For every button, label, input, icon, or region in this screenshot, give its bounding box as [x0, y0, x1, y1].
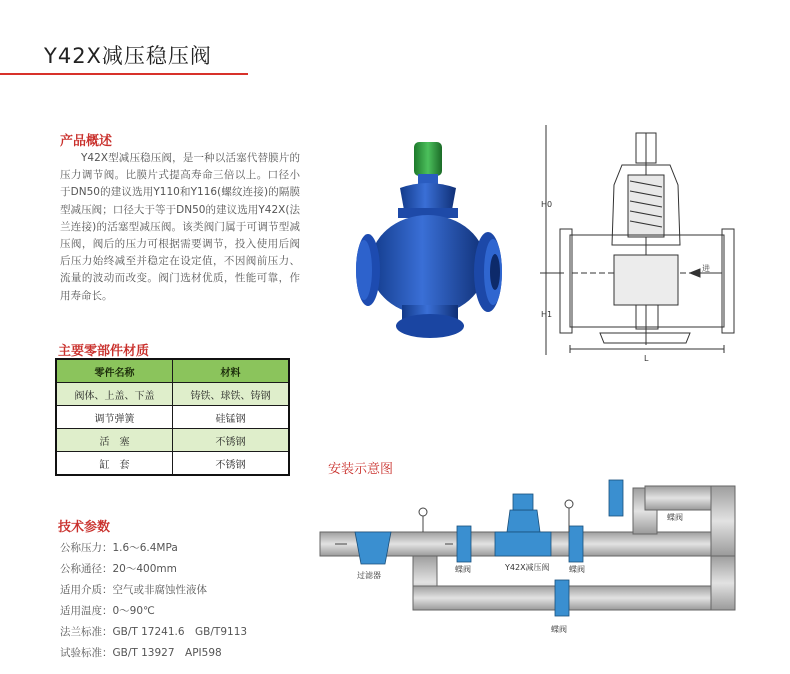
table-header-row	[56, 359, 289, 383]
dim-l-label: L	[644, 354, 649, 363]
filter-label: 过滤器	[357, 571, 381, 580]
table-row	[56, 452, 289, 476]
spec-item: 适用介质：空气或非腐蚀性液体	[60, 584, 207, 596]
specs-list	[60, 538, 247, 664]
page-title: Y42X减压稳压阀	[44, 44, 212, 68]
table-row	[56, 429, 289, 452]
valve-4-label: 蝶阀	[667, 513, 683, 522]
spec-item: 试验标准：GB/T 13927 API598	[60, 647, 222, 659]
spec-item: 公称压力：1.6～6.4MPa	[60, 542, 178, 554]
parts-heading: 主要零部件材质	[58, 344, 150, 359]
spec-item: 适用温度：0～90℃	[60, 605, 155, 617]
specs-heading: 技术参数	[58, 520, 111, 535]
table-header-cell: 材料	[173, 359, 290, 383]
valve-section-drawing	[540, 125, 760, 365]
overview-text: Y42X型减压稳压阀，是一种以活塞代替膜片的压力调节阀。比膜片式提高寿命三倍以上。口径小于DN50的建议选用Y110和Y116(螺纹连接)的隔膜型减压阀；口径大于等于DN50的建议选用Y42X(法兰连接)的活塞型减压阀。该类阀门属于可调节型减压阀，阀后的压力可根据需要调节，投入使用后阀后压力始终减至并稳定在设定值，不因阀前压力、流量的波动而改变。阀门选材优质，性能可靠，作用寿命长。	[60, 152, 300, 302]
table-cell: 活 塞	[56, 429, 173, 452]
valve-3-label: 蝶阀	[551, 625, 567, 634]
table-cell: 铸铁、球铁、铸钢	[173, 383, 290, 406]
parts-table	[55, 358, 290, 476]
table-cell: 硅锰钢	[173, 406, 290, 429]
spec-item: 法兰标准：GB/T 17241.6 GB/T9113	[60, 626, 248, 638]
inlet-label: 进	[702, 264, 710, 273]
title-divider	[0, 73, 248, 75]
overview-body	[60, 150, 300, 305]
table-row	[56, 383, 289, 406]
valve-1-label: 蝶阀	[455, 565, 471, 574]
install-heading: 安装示意图	[328, 462, 394, 477]
installation-diagram	[315, 470, 775, 660]
dim-h1-label: H1	[541, 310, 553, 319]
table-cell: 不锈钢	[173, 429, 290, 452]
prv-label: Y42X减压阀	[505, 563, 550, 572]
spec-item: 公称通径：20～400mm	[60, 563, 177, 575]
table-cell: 调节弹簧	[56, 406, 173, 429]
overview-heading: 产品概述	[60, 134, 113, 149]
table-cell: 缸 套	[56, 452, 173, 476]
table-cell: 阀体、上盖、下盖	[56, 383, 173, 406]
dim-h0-label: H0	[541, 200, 553, 209]
table-row	[56, 406, 289, 429]
valve-2-label: 蝶阀	[569, 565, 585, 574]
table-header-cell: 零件名称	[56, 359, 173, 383]
table-cell: 不锈钢	[173, 452, 290, 476]
valve-photo	[340, 130, 510, 350]
